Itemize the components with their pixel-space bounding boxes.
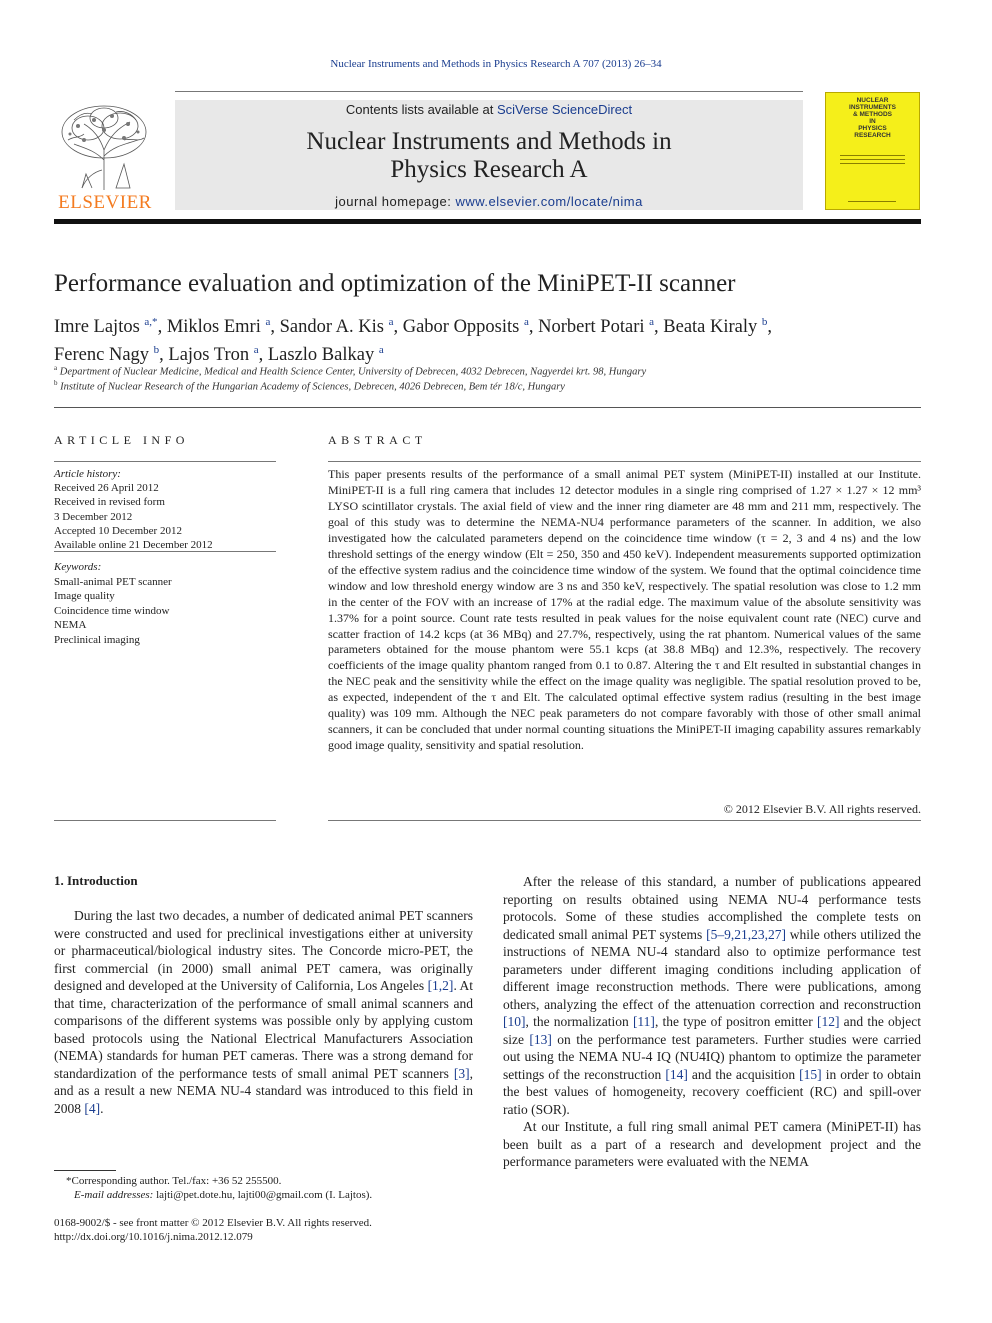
email-addresses[interactable]: lajti@pet.dote.hu, lajti00@gmail.com (I. Lajtos). — [156, 1189, 373, 1201]
masthead-top-rule — [175, 91, 803, 92]
affiliation-text: Institute of Nuclear Research of the Hungarian Academy of Sciences, Debrecen, 4026 Debrecen, Bem tér 18/c, Hungary — [60, 381, 565, 393]
citation-link[interactable]: [12] — [816, 1014, 840, 1029]
author-list — [54, 311, 924, 367]
author-name: Imre Lajtos — [54, 317, 140, 338]
author-name: Norbert Potari — [538, 317, 645, 338]
citation-link[interactable]: [4] — [84, 1100, 101, 1116]
author-affiliation-mark[interactable]: b — [153, 344, 160, 357]
affiliation-label: a — [54, 364, 58, 372]
footnotes — [54, 1174, 473, 1202]
journal-title-line2: Physics Research A — [390, 156, 588, 183]
citation-link[interactable]: [3] — [453, 1065, 470, 1081]
citation-link[interactable]: [15] — [799, 1066, 822, 1082]
paragraph-text: , the type of positron emitter — [654, 1014, 817, 1029]
journal-cover-thumbnail[interactable] — [825, 92, 920, 210]
history-item: 3 December 2012 — [54, 510, 133, 523]
history-item: Available online 21 December 2012 — [54, 539, 213, 552]
cover-text-line — [840, 155, 905, 156]
abstract-text: This paper presents results of the performance of a small animal PET system (MiniPET-II) installed at our Institute. MiniPET-II is a full ring camera that includes 12 detector modules in a single ring comprised of 1.27 × 1.27 × 12 mm³ LYSO scintillator crystals. The axial field of view and the inner ring diameter are 48 mm and 211 mm, respectively. The goal of this study was to determine the NEMA-NU4 performance parameters of the scanner. In addition, we also investigated how the calculated parameters depend on the coincidence time window (τ = 2, 3 and 4 ns) and the low threshold settings of the energy window (Elt = 250, 350 and 450 keV). Independent measurements supported optimization of the effective system radius and the coincidence time window of the system. We found that the optimal coincidence time window and low threshold energy window are 3 ns and 350 keV, respectively. The spatial resolution was close to 1.2 mm in the center of the FOV with an increase of 17% at the radial edge. The maximum value of the absolute sensitivity was 1.37% for a point source. Count rate tests resulted in peak values for the noise equivalent count rate (NEC) curve and scatter fraction of 14.2 kcps (at 36 MBq) and 27.7%, respectively, using the rat phantom. Numerical values of the same parameters obtained for the mouse phantom were 55.1 kcps (at 38.8 MBq) and 12.3%, respectively. The recovery coefficients of the image quality phantom ranged from 0.1 to 0.87. Altering the τ and Elt resulted in substantial changes in the NEC peak and the sensitivity while the effect on the image quality was negligible. The spatial resolution proved to be, as expected, independent of the τ and Elt. The calculated optimal effective system radius (resulting in the best image quality) was 109 mm. Although the NEC peak parameters do not compare favorably with those of other small animal scanners, it can be concluded that under normal counting situations the MiniPET-II imaging capability assures remarkably good image quality, sensitivity and spatial resolution. — [328, 467, 921, 753]
paragraph-text: and the acquisition — [687, 1066, 800, 1082]
info-rule — [54, 461, 276, 462]
article-info-heading: ARTICLE INFO — [54, 433, 189, 447]
paragraph-text: , the normalization — [525, 1014, 633, 1029]
author-affiliation-mark[interactable]: a — [388, 316, 394, 328]
cover-title: NUCLEAR INSTRUMENTS & METHODS IN PHYSICS RESEARCH — [849, 97, 896, 139]
paragraph-text: and the object size — [503, 1014, 922, 1047]
citation-link[interactable]: [13] — [529, 1031, 552, 1047]
keyword: Coincidence time window — [54, 604, 170, 617]
elsevier-wordmark[interactable]: ELSEVIER — [58, 192, 152, 213]
masthead-bottom-rule — [54, 219, 921, 224]
journal-homepage-link[interactable]: www.elsevier.com/locate/nima — [455, 194, 643, 209]
cover-text-line — [840, 163, 905, 164]
author-affiliation-mark[interactable]: a,* — [144, 316, 158, 328]
author-name: Lajos Tron — [168, 345, 250, 366]
contents-line — [175, 102, 803, 117]
affiliation-a — [54, 364, 646, 378]
author-name: Beata Kiraly — [663, 317, 758, 338]
sciencedirect-link[interactable]: SciVerse ScienceDirect — [496, 102, 633, 117]
journal-title-line1: Nuclear Instruments and Methods in — [306, 128, 672, 155]
info-rule — [54, 551, 276, 552]
email-label: E-mail addresses: — [74, 1189, 154, 1201]
author-affiliation-mark[interactable]: a — [649, 316, 655, 328]
journal-title — [175, 128, 803, 184]
paragraph-text: After the release of this standard, a number of publications appeared reporting on results obtained using NEMA NU-4 performance tests protocols. Some of these studies accomplished the complete tests on dedicated small animal PET systems — [503, 874, 921, 942]
paragraph-text: . — [100, 1100, 104, 1116]
abstract-heading: ABSTRACT — [328, 433, 427, 447]
citation-link[interactable]: [5–9,21,23,27] — [706, 926, 786, 942]
keywords — [54, 560, 276, 647]
author-name: Sandor A. Kis — [279, 317, 384, 338]
paragraph — [503, 1118, 921, 1171]
affiliation-b — [54, 379, 565, 393]
history-item: Accepted 10 December 2012 — [54, 524, 182, 537]
author-name: Gabor Opposits — [402, 317, 520, 338]
keyword: Image quality — [54, 590, 115, 602]
cover-text-line — [848, 201, 896, 202]
journal-citation[interactable]: Nuclear Instruments and Methods in Physics Research A 707 (2013) 26–34 — [330, 58, 662, 70]
footnote-rule — [54, 1170, 116, 1171]
history-item: Received 26 April 2012 — [54, 482, 159, 495]
cover-text-line — [840, 159, 905, 160]
copyright: © 2012 Elsevier B.V. All rights reserved. — [723, 802, 921, 816]
author-affiliation-mark[interactable]: a — [253, 344, 259, 357]
paragraph-text: while others utilized the instructions of NEMA NU-4 standard also to optimize performance test parameters under different imaging conditions including application of different image reconstruction methods. There were publications, among others, analyzing the effect of the attenuation correction and reconstruction — [503, 926, 922, 1012]
paragraph-text: on the performance test parameters. Further studies were carried out using the NEMA NU-4 IQ (NU4IQ) phantom to optimize the parameter settings of the reconstruction — [503, 1031, 921, 1082]
keyword: NEMA — [54, 619, 87, 631]
section-heading: 1. Introduction — [54, 873, 138, 888]
affiliation-label: b — [54, 379, 58, 387]
email-note — [54, 1188, 473, 1202]
citation-link[interactable]: [1,2] — [427, 978, 454, 993]
author-name: Ferenc Nagy — [54, 345, 150, 366]
history-item: Received in revised form — [54, 496, 165, 509]
paragraph-text: During the last two decades, a number of dedicated animal PET scanners were constructed and used for preclinical investigations either at university or pharmaceutical/biological industry sites. The Concorde micro-PET, the first commercial (in 2000) small animal PET camera, was originally designed and developed at the University of California, Los Angeles — [54, 908, 473, 993]
paragraph — [503, 873, 921, 1118]
issn-line: 0168-9002/$ - see front matter © 2012 Elsevier B.V. All rights reserved. — [54, 1217, 372, 1229]
affiliation-text: Department of Nuclear Medicine, Medical and Health Science Center, University of Debrecen, 4032 Debrecen, Nagyerdei krt. 98, Hungary — [59, 366, 647, 378]
paragraph-text: , and as a result a new NEMA NU-4 standard was introduced to this field in 2008 — [54, 1065, 473, 1116]
citation-link[interactable]: [14] — [665, 1066, 688, 1082]
corresponding-text: Corresponding author. Tel./fax: +36 52 255500. — [71, 1175, 282, 1187]
homepage-line — [175, 194, 803, 209]
author-name: Laszlo Balkay — [267, 345, 375, 366]
article-title: Performance evaluation and optimization of the MiniPET-II scanner — [54, 270, 736, 297]
author-affiliation-mark[interactable]: b — [761, 316, 768, 328]
authors-line-2: Ferenc Nagy $^b$, Lajos Tron $^a$, Laszlo Balkay $^a$ — [54, 344, 384, 366]
contents-prefix: Contents lists available at — [345, 102, 497, 117]
citation-link[interactable]: [11] — [632, 1014, 655, 1029]
abstract-rule — [328, 461, 921, 462]
author-affiliation-mark[interactable]: a — [378, 344, 384, 357]
author-affiliation-mark[interactable]: a — [265, 316, 271, 328]
keyword: Preclinical imaging — [54, 633, 140, 646]
front-matter — [54, 1216, 473, 1244]
corresponding-author-note — [54, 1174, 473, 1188]
keywords-label: Keywords: — [54, 561, 102, 573]
keyword: Small-animal PET scanner — [54, 575, 172, 588]
affiliation-rule — [54, 407, 921, 408]
homepage-prefix: journal homepage: — [335, 194, 456, 209]
doi-link[interactable]: http://dx.doi.org/10.1016/j.nima.2012.12.079 — [54, 1231, 253, 1243]
asterisk: * — [66, 1175, 72, 1187]
info-rule — [54, 820, 276, 821]
author-affiliation-mark[interactable]: a — [524, 316, 529, 328]
body-column-right — [503, 873, 921, 1171]
abstract-rule — [328, 820, 921, 821]
paragraph — [54, 907, 473, 1117]
paragraph-text: At our Institute, a full ring small animal PET camera (MiniPET-II) has been built as a part of a research and development project and the performance parameters were evaluated with the NEMA — [503, 1119, 921, 1169]
body-column-left — [54, 907, 473, 1117]
paragraph-text: in order to obtain the best values of homogeneity, recovery coefficient (RC) and spill-over ratio (SOR). — [503, 1066, 922, 1117]
author-name: Miklos Emri — [166, 317, 261, 338]
authors-line-1: Imre Lajtos $^{a,*}$, Miklos Emri $^a$, Sandor A. Kis $^a$, Gabor Opposits $^a$, Norbert Potari $^a$, Beata Kiraly $^b$, — [54, 316, 773, 338]
history-label: Article history: — [54, 468, 121, 480]
article-history — [54, 467, 276, 552]
paragraph-text: . At that time, characterization of the performance of small animal scanners and comparisons of the different systems was possible only by applying custom based protocols using the National Electrical Manufacturers Association (NEMA) standards for human PET cameras. There was a strong demand for standardization of the performance tests of small animal PET scanners — [54, 978, 473, 1081]
citation-link[interactable]: [10] — [503, 1014, 526, 1029]
